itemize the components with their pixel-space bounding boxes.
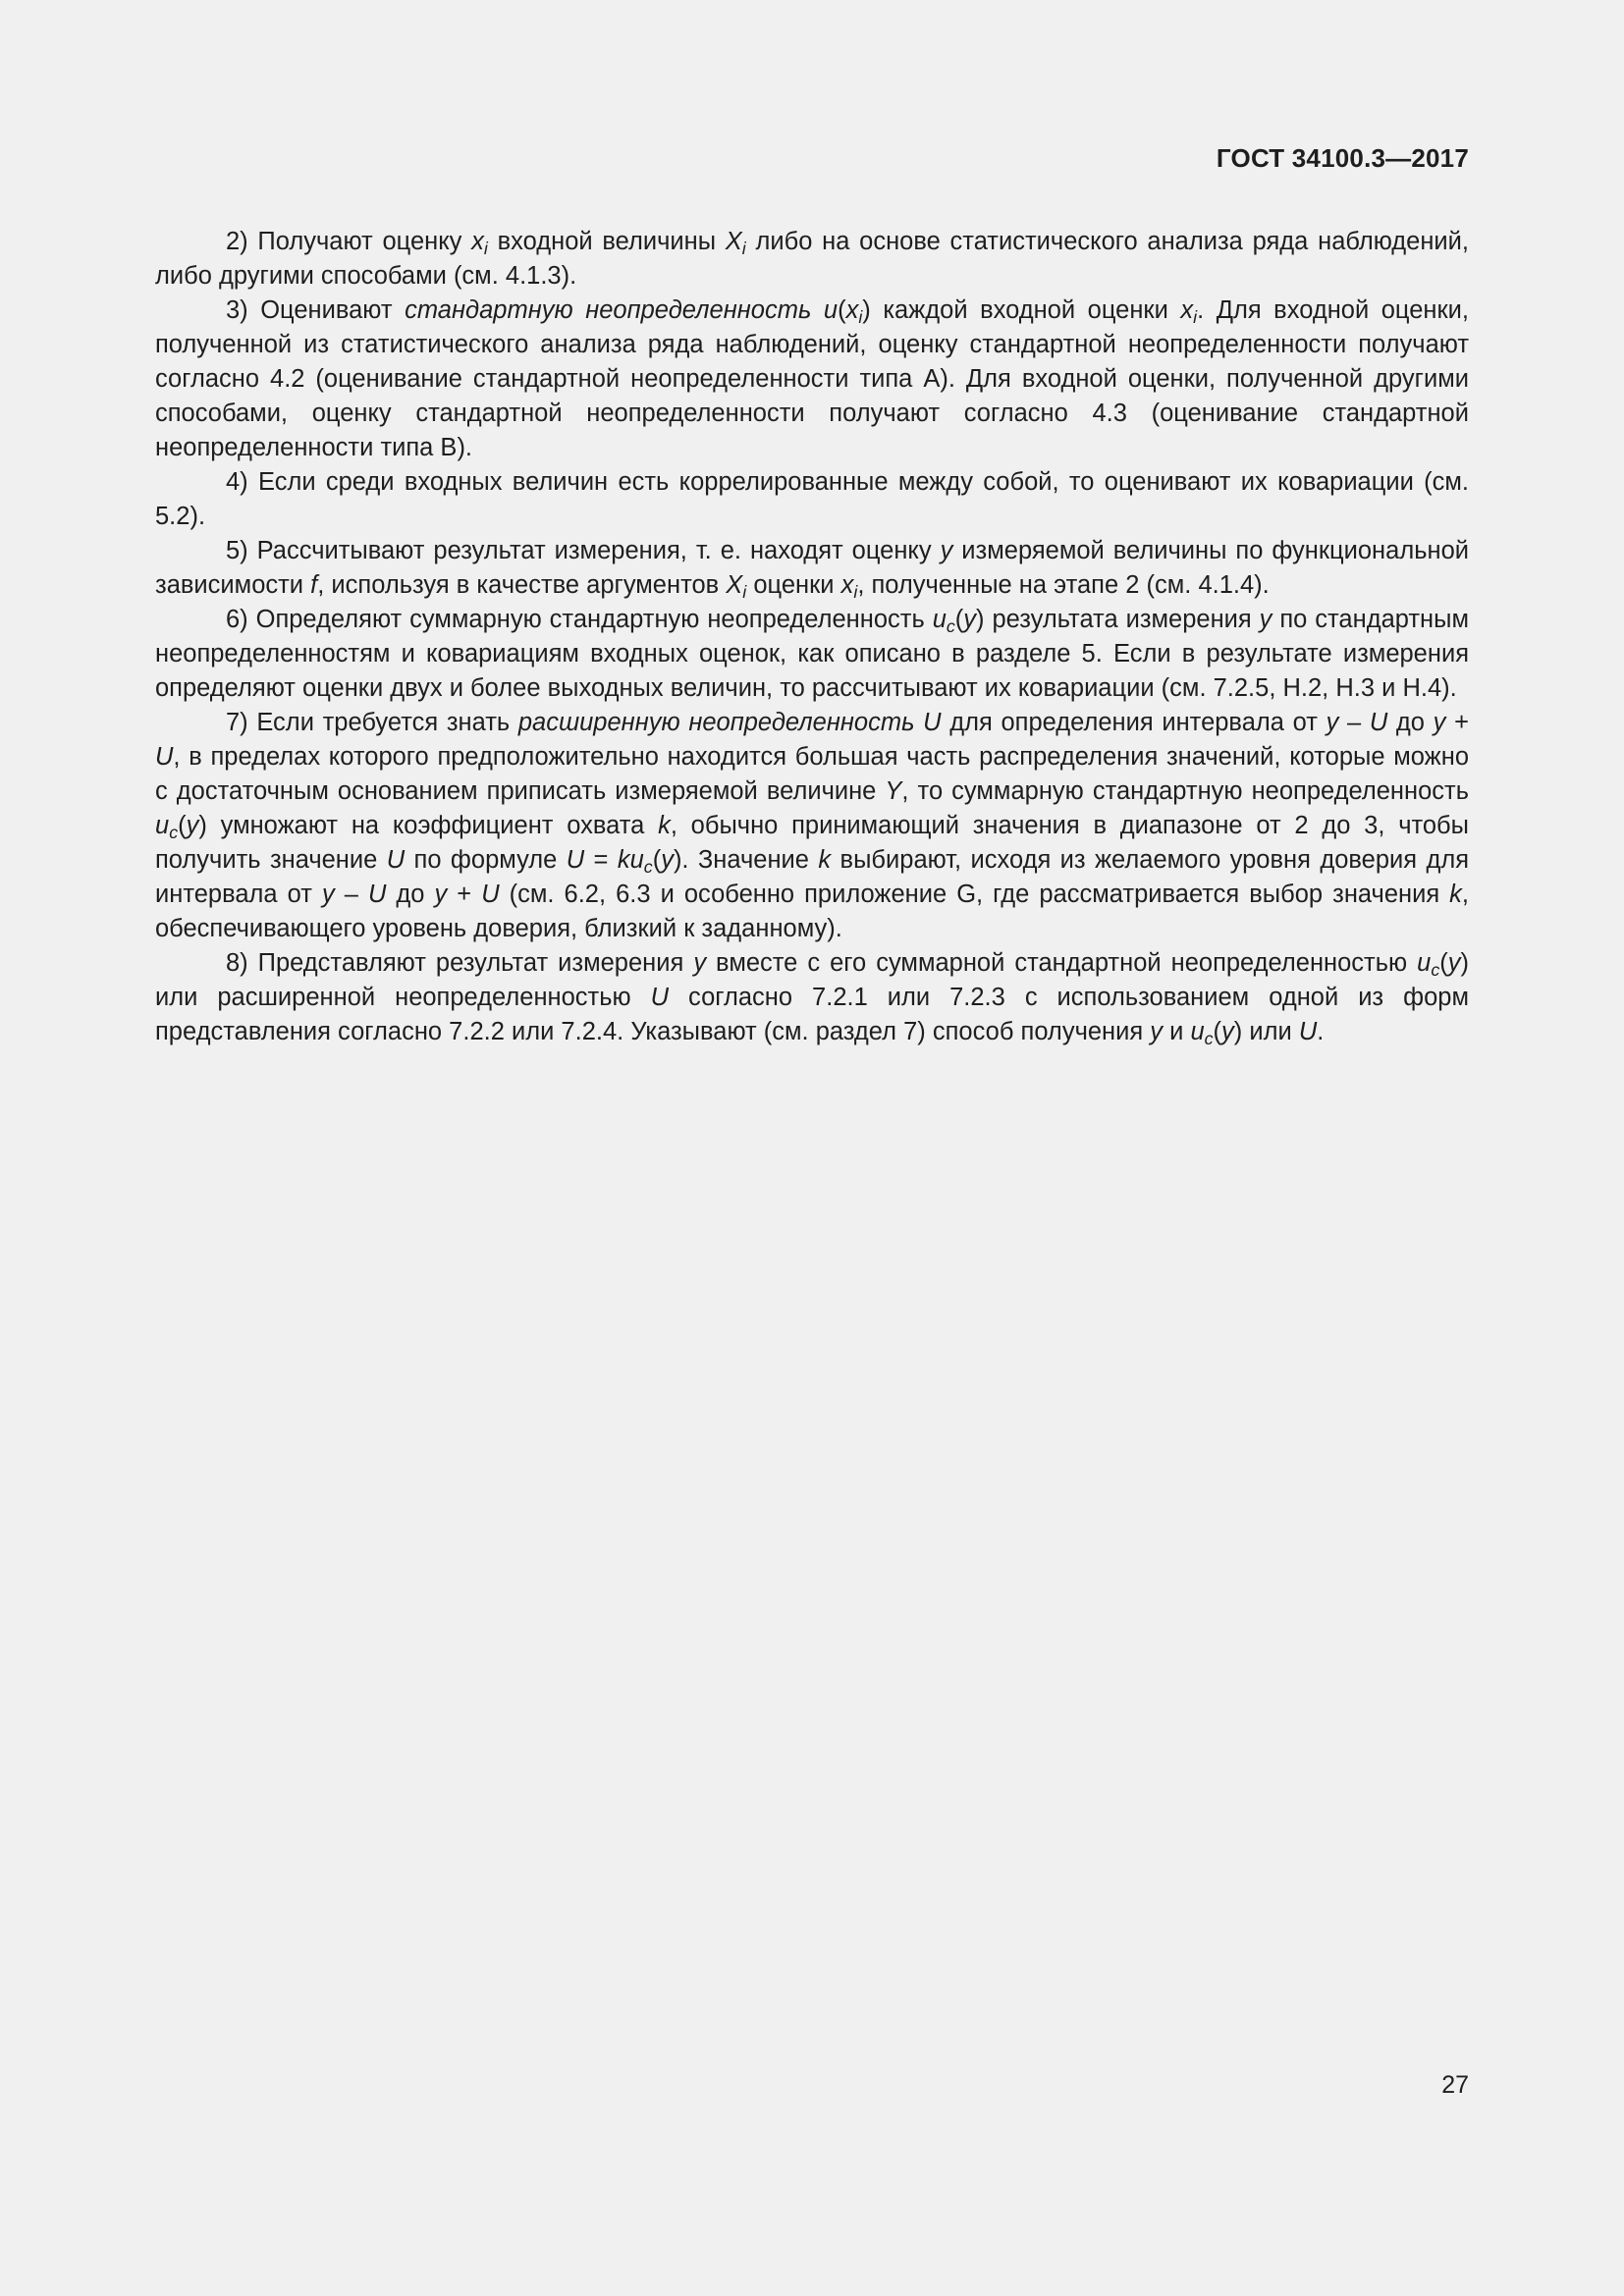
italic-term: U xyxy=(1369,709,1388,736)
italic-term: x xyxy=(471,228,484,255)
italic-term: y xyxy=(1259,606,1272,633)
paragraph-step-2: 2) Получают оценку $x_i$ входной величины $X_i$ либо на основе статистического анализа ряда наблюдений, либо другими способами (см. 4.1.3). xyxy=(155,228,1469,290)
italic-term: U xyxy=(155,743,174,771)
italic-term: y xyxy=(693,949,707,977)
subscript-index: c xyxy=(946,615,955,636)
italic-term: U xyxy=(386,846,406,874)
document-body xyxy=(155,225,1469,1049)
paragraph-step-4: 4) Если среди входных величин есть коррелированные между собой, то оценивают их ковариации (см. 5.2). xyxy=(155,468,1469,530)
document-header xyxy=(1217,145,1469,171)
italic-term: y xyxy=(940,537,953,564)
page-number: 27 xyxy=(1441,2071,1469,2099)
italic-term: u xyxy=(155,812,170,839)
italic-term: u xyxy=(932,606,947,633)
italic-term: u xyxy=(1190,1018,1205,1045)
italic-term: y xyxy=(434,881,448,908)
subscript-index: c xyxy=(643,856,653,877)
italic-term: ku xyxy=(617,846,644,874)
paragraph-step-8: 8) Представляют результат измерения y вместе с его суммарной стандартной неопределенностью $u_c(y)$ или расширенной неопределенностью U согласно 7.2.1 или 7.2.3 с использованием одной из форм представления согласно 7.2.2 или 7.2.4. Указывают (см. раздел 7) способ получения y и $u_c(y)$ или U. xyxy=(155,949,1469,1048)
subscript-index: c xyxy=(1431,959,1440,980)
italic-term: y xyxy=(1150,1018,1164,1045)
paragraph-step-7: 7) Если требуется знать расширенную неопределенность U для определения интервала от y – U до y + U, в пределах которого предположительно находится большая часть распределения значений, которые можно с достаточным основанием приписать измеряемой величине Y, то суммарную стандартную неопределенность $u_c(y)$ умножают на коэффициент охвата k, обычно принимающий значения в диапазоне от 2 до 3, чтобы получить значение U по формуле $U = ku_c(y)$. Значение k выбирают, исходя из желаемого уровня доверия для интервала от y – U до y + U (см. 6.2, 6.3 и особенно приложение G, где рассматривается выбор значения k, обеспечивающего уровень доверия, близкий к заданному). xyxy=(155,709,1470,942)
italic-term: U xyxy=(481,881,500,908)
italic-term: y xyxy=(963,606,977,633)
italic-term: U xyxy=(923,709,942,736)
italic-term: x xyxy=(840,571,854,599)
italic-term: k xyxy=(658,812,671,839)
italic-term: U xyxy=(367,881,387,908)
italic-term: y xyxy=(186,812,199,839)
italic-term: x xyxy=(1180,296,1194,324)
paragraph-step-3: 3) Оценивают стандартную неопределенность $u(x_i)$ каждой входной оценки $x_i$. Для входной оценки, полученной из статистического анализа ряда наблюдений, оценку стандартной неопределенности получают согласно 4.2 (оценивание стандартной неопределенности типа А). Для входной оценки, полученной другими способами, оценку стандартной неопределенности получают согласно 4.3 (оценивание стандартной неопределенности типа В). xyxy=(155,296,1469,461)
italic-term: f xyxy=(310,571,318,599)
italic-term: y xyxy=(321,881,335,908)
italic-term: X xyxy=(725,228,742,255)
italic-term: стандартную неопределенность xyxy=(405,296,812,324)
italic-term: y xyxy=(1447,949,1461,977)
italic-term: U xyxy=(566,846,585,874)
italic-term: x xyxy=(845,296,859,324)
italic-term: U xyxy=(1298,1018,1318,1045)
italic-term: u xyxy=(1417,949,1432,977)
italic-term: y xyxy=(661,846,674,874)
italic-term: y xyxy=(1433,709,1446,736)
paragraph-step-6: 6) Определяют суммарную стандартную неопределенность $u_c(y)$ результата измерения y по стандартным неопределенностям и ковариациям входных оценок, как описано в разделе 5. Если в результате измерения определяют оценки двух и более выходных величин, то рассчитывают их ковариации (см. 7.2.5, Н.2, Н.3 и Н.4). xyxy=(155,606,1469,702)
italic-term: расширенную неопределенность xyxy=(517,709,915,736)
subscript-index: i xyxy=(853,581,858,602)
subscript-index: i xyxy=(483,238,488,258)
italic-term: u xyxy=(823,296,839,324)
paragraph-step-5: 5) Рассчитывают результат измерения, т. е. находят оценку y измеряемой величины по функциональной зависимости f, используя в качестве аргументов $X_i$ оценки $x_i$, полученные на этапе 2 (см. 4.1.4). xyxy=(155,537,1469,602)
standard-id: ГОСТ 34100.3—2017 xyxy=(1216,143,1469,173)
subscript-index: i xyxy=(1193,306,1198,327)
italic-term: k xyxy=(818,846,832,874)
italic-term: k xyxy=(1449,881,1462,908)
italic-term: X xyxy=(726,571,743,599)
subscript-index: c xyxy=(1204,1028,1214,1048)
subscript-index: i xyxy=(742,581,747,602)
subscript-index: i xyxy=(741,238,746,258)
subscript-index: i xyxy=(858,306,863,327)
italic-term: y xyxy=(1326,709,1339,736)
italic-term: U xyxy=(650,984,670,1011)
italic-term: y xyxy=(1221,1018,1234,1045)
italic-term: Y xyxy=(885,777,902,805)
subscript-index: c xyxy=(169,822,179,842)
